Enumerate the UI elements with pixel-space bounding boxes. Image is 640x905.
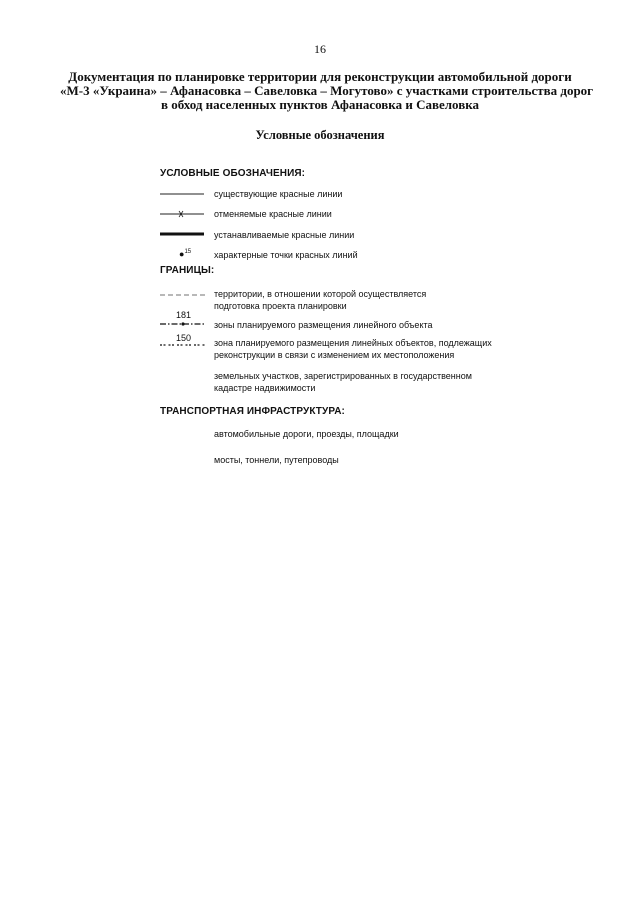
legend-item-cancelled: отменяемые красные линии [214,209,332,219]
boundary-item-territory [214,288,426,312]
linear-object-zone-symbol [160,310,208,330]
characteristic-point-symbol: ●$^{15}$ [179,249,192,259]
document-title [60,69,594,112]
transport-item-roads: автомобильные дороги, проезды, площадки [214,429,399,439]
zone-label-150: 150 [176,333,192,343]
point-label: 15 [184,249,192,255]
boundary-item-reconstruction-zone [214,337,492,361]
legend-heading: УСЛОВНЫЕ ОБОЗНАЧЕНИЯ: [160,168,306,179]
zone-label-181: 181 [176,310,192,320]
boundary-reconstruction-line-2: реконструкции в связи с изменением их местоположения [214,350,455,360]
transport-heading: ТРАНСПОРТНАЯ ИНФРАСТРУКТУРА: [160,406,345,417]
reconstruction-zone-symbol [160,333,208,353]
transport-item-bridges: мосты, тоннели, путепроводы [214,455,339,465]
boundary-land-plots-line-2: кадастре надвижимости [214,383,316,393]
existing-red-line-symbol [160,189,206,199]
established-red-line-symbol [160,229,206,239]
boundaries-heading: ГРАНИЦЫ: [160,265,215,276]
boundary-land-plots-line-1: земельных участков, зарегистрированных в государственном [214,371,472,381]
title-line-3: в обход населенных пунктов Афанасовка и Савеловка [160,97,480,112]
title-line-1: Документация по планировке территории для реконструкции автомобильной дороги [68,69,572,84]
boundary-item-land-plots [214,370,472,394]
planning-territory-boundary-symbol [160,290,208,300]
boundary-item-linear-zone [214,319,433,331]
legend-item-established: устанавливаемые красные линии [214,230,355,240]
boundary-territory-line-1: территории, в отношении которой осуществляется [214,289,427,299]
legend-item-existing: существующие красные линии [214,189,343,199]
title-line-2: «М-3 «Украина» – Афанасовка – Савеловка – Могутово» с участками строительства дорог [60,83,594,98]
boundary-reconstruction-line-1: зона планируемого размещения линейных объектов, подлежащих [214,338,492,348]
page-number: 16 [314,42,326,56]
legend-item-points: характерные точки красных линий [214,250,358,260]
boundary-linear-zone-line-1: зоны планируемого размещения линейного объекта [214,320,433,330]
cancelled-red-line-symbol [160,209,206,219]
legend-subtitle: Условные обозначения [255,128,385,142]
boundary-territory-line-2: подготовка проекта планировки [214,301,347,311]
